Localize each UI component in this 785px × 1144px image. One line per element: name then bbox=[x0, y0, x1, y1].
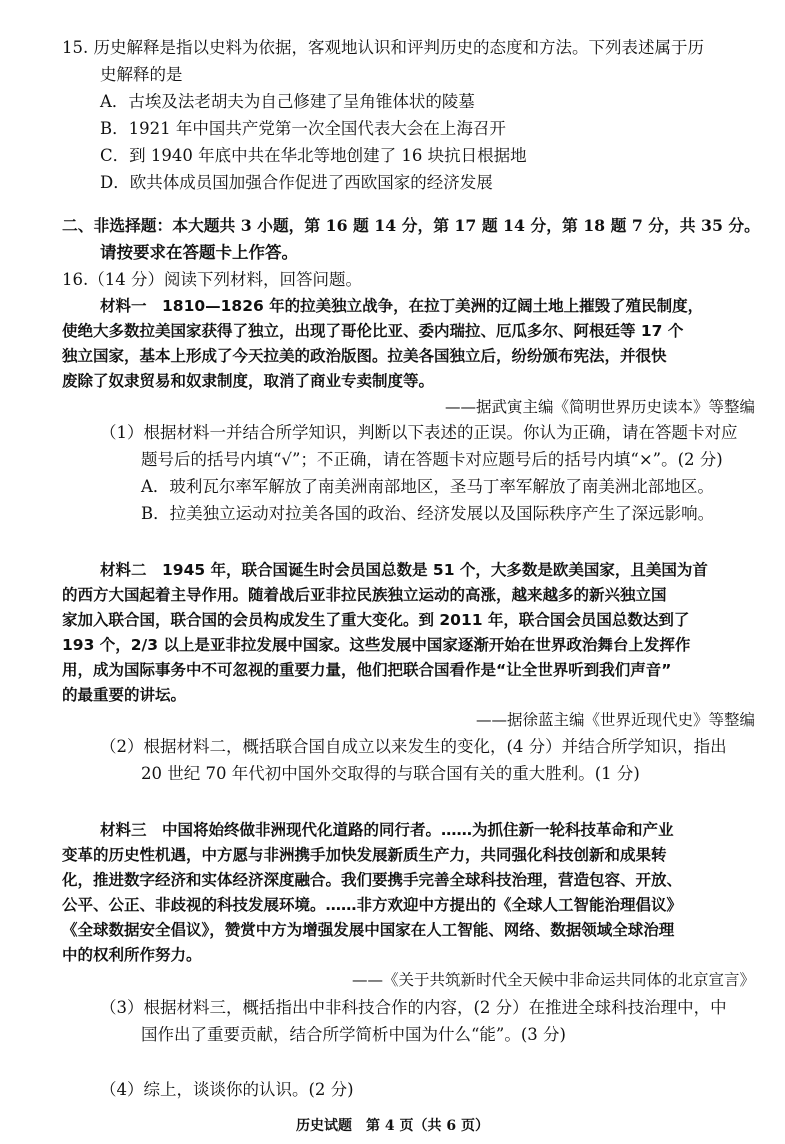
material2-line3: 家加入联合国，联合国的会员构成发生了重大变化。到 2011 年，联合国会员国总数达到了 bbox=[62, 611, 690, 629]
material2-line4: 193 个，2/3 以上是亚非拉发展中国家。这些发展中国家逐渐开始在世界政治舞台上发挥作 bbox=[62, 636, 691, 654]
q16-sub2-line1: （2）根据材料二，概括联合国自成立以来发生的变化，(4 分）并结合所学知识，指出 bbox=[100, 737, 727, 756]
q16-sub4: （4）综上，谈谈你的认识。(2 分) bbox=[100, 1080, 354, 1099]
q15-stem-line2: 史解释的是 bbox=[100, 65, 183, 84]
q16-sub3-line1: （3）根据材料三，概括指出中非科技合作的内容，(2 分）在推进全球科技治理中，中 bbox=[100, 998, 727, 1017]
q16-sub1-line1: （1）根据材料一并结合所学知识，判断以下表述的正误。你认为正确，请在答题卡对应 bbox=[100, 423, 738, 442]
material1-source: ——据武寅主编《简明世界历史读本》等整编 bbox=[444, 398, 755, 416]
q15-option-a: A．古埃及法老胡夫为自己修建了呈角锥体状的陵墓 bbox=[100, 92, 475, 111]
material2-source: ——据徐蓝主编《世界近现代史》等整编 bbox=[475, 711, 755, 729]
section2-heading-line2: 请按要求在答题卡上作答。 bbox=[100, 243, 298, 262]
q16-sub2-line2: 20 世纪 70 年代初中国外交取得的与联合国有关的重大胜利。(1 分) bbox=[141, 764, 640, 783]
material2-line5: 用，成为国际事务中不可忽视的重要力量，他们把联合国看作是“让全世界听到我们声音” bbox=[62, 661, 672, 679]
material1-line3: 独立国家，基本上形成了今天拉美的政治版图。拉美各国独立后，纷纷颁布宪法，并很快 bbox=[62, 347, 667, 365]
section2-heading-line1: 二、非选择题：本大题共 3 小题，第 16 题 14 分，第 17 题 14 分，第 18 题 7 分，共 35 分。 bbox=[62, 216, 760, 235]
q15-option-b: B．1921 年中国共产党第一次全国代表大会在上海召开 bbox=[100, 119, 506, 138]
material3-source: ——《关于共筑新时代全天候中非命运共同体的北京宣言》 bbox=[351, 971, 755, 989]
material1-line2: 使绝大多数拉美国家获得了独立，出现了哥伦比亚、委内瑞拉、厄瓜多尔、阿根廷等 17 个 bbox=[62, 322, 684, 340]
q16-sub3-line2: 国作出了重要贡献，结合所学简析中国为什么“能”。(3 分) bbox=[141, 1025, 566, 1044]
page-footer: 历史试题 第 4 页（共 6 页） bbox=[296, 1118, 489, 1134]
q15-option-c: C．到 1940 年底中共在华北等地创建了 16 块抗日根据地 bbox=[100, 146, 527, 165]
material3-line1: 材料三 中国将始终做非洲现代化道路的同行者。……为抓住新一轮科技革命和产业 bbox=[100, 821, 674, 839]
material3-line6: 中的权利所作努力。 bbox=[62, 946, 202, 964]
q15-stem-line1: 15. 历史解释是指以史料为依据，客观地认识和评判历史的态度和方法。下列表述属于历 bbox=[62, 38, 704, 57]
q16-stem: 16.（14 分）阅读下列材料，回答问题。 bbox=[62, 270, 362, 289]
material3-line5: 《全球数据安全倡议》，赞赏中方为增强发展中国家在人工智能、网络、数据领域全球治理 bbox=[62, 921, 675, 939]
material2-line6: 的最重要的讲坛。 bbox=[62, 686, 187, 704]
q16-sub1-line2: 题号后的括号内填“√”；不正确，请在答题卡对应题号后的括号内填“×”。(2 分) bbox=[141, 450, 723, 469]
material1-line1: 材料一 1810—1826 年的拉美独立战争，在拉丁美洲的辽阔土地上摧毁了殖民制度， bbox=[100, 297, 704, 315]
material3-line4: 公平、公正、非歧视的科技发展环境。……非方欢迎中方提出的《全球人工智能治理倡议》 bbox=[62, 896, 683, 914]
q15-option-d: D．欧共体成员国加强合作促进了西欧国家的经济发展 bbox=[100, 173, 493, 192]
material3-line3: 化，推进数字经济和实体经济深度融合。我们要携手完善全球科技治理，营造包容、开放、 bbox=[62, 871, 683, 889]
q16-sub1-option-b: B．拉美独立运动对拉美各国的政治、经济发展以及国际秩序产生了深远影响。 bbox=[141, 504, 715, 523]
material3-line2: 变革的历史性机遇，中方愿与非洲携手加快发展新质生产力，共同强化科技创新和成果转 bbox=[62, 846, 667, 864]
material2-line1: 材料二 1945 年，联合国诞生时会员国总数是 51 个，大多数是欧美国家，且美国为首 bbox=[100, 561, 708, 579]
material2-line2: 的西方大国起着主导作用。随着战后亚非拉民族独立运动的高涨，越来越多的新兴独立国 bbox=[62, 586, 667, 604]
material1-line4: 废除了奴隶贸易和奴隶制度，取消了商业专卖制度等。 bbox=[62, 372, 435, 390]
q16-sub1-option-a: A．玻利瓦尔率军解放了南美洲南部地区，圣马丁率军解放了南美洲北部地区。 bbox=[141, 477, 714, 496]
